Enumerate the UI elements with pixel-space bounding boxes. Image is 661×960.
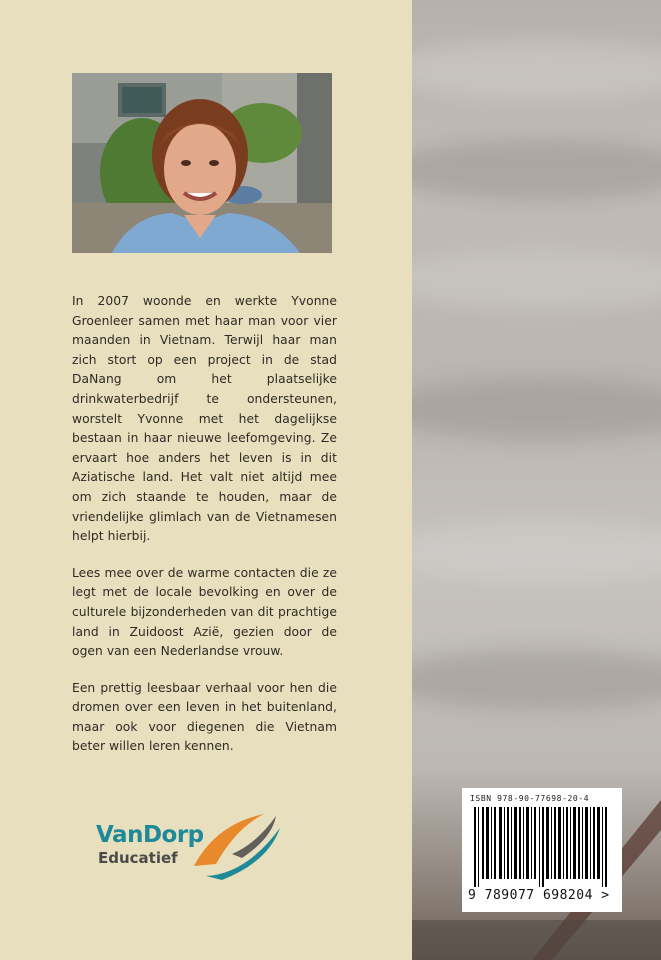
barcode-icon <box>474 807 612 887</box>
light-streak <box>412 520 661 580</box>
barcode-digits: 9 789077 698204 > <box>468 888 610 903</box>
blurb-paragraph: Een prettig leesbaar verhaal voor hen die dromen over een leven in het buitenland, maar ook voor diegenen die Vietnam beter willen leren kennen. <box>72 680 337 754</box>
blurb-paragraph: In 2007 woonde en werkte Yvonne Groenleer samen met haar man voor vier maanden in Vietnam. Terwijl haar man zich stort op een project in de stad DaNang om het plaatselijke drinkwaterbedrijf te ondersteunen, worstelt Yvonne met het dagelijkse bestaan in haar nieuwe leefomgeving. Ze ervaart hoe anders het leven is in dit Aziatische land. Het valt niet altijd mee om zich staande te houden, maar de vriendelijke glimlach van de Vietnamesen helpt hierbij. <box>72 294 337 544</box>
light-streak <box>412 250 661 310</box>
light-streak <box>412 40 661 100</box>
isbn-barcode <box>462 788 622 912</box>
swoosh-icon <box>176 804 296 882</box>
publisher-name-part1: Van <box>96 822 143 848</box>
publisher-logo <box>94 804 304 882</box>
shadow-streak <box>412 380 661 440</box>
shadow-streak <box>412 140 661 200</box>
publisher-subtitle: Educatief <box>98 849 178 867</box>
isbn-label: ISBN 978-90-77698-20-4 <box>470 794 590 803</box>
portrait-photo-icon <box>72 73 332 253</box>
shadow-streak <box>412 650 661 710</box>
author-photo <box>72 73 332 253</box>
publisher-name-part2: Dorp <box>142 822 204 848</box>
blurb-paragraph: Lees mee over de warme contacten die ze legt met de locale bevolking en over de culturele bijzonderheden van dit prachtige land in Zuidoost Azië, gezien door de ogen van een Nederlandse vrouw. <box>72 565 337 659</box>
back-cover-blurb <box>72 292 337 774</box>
